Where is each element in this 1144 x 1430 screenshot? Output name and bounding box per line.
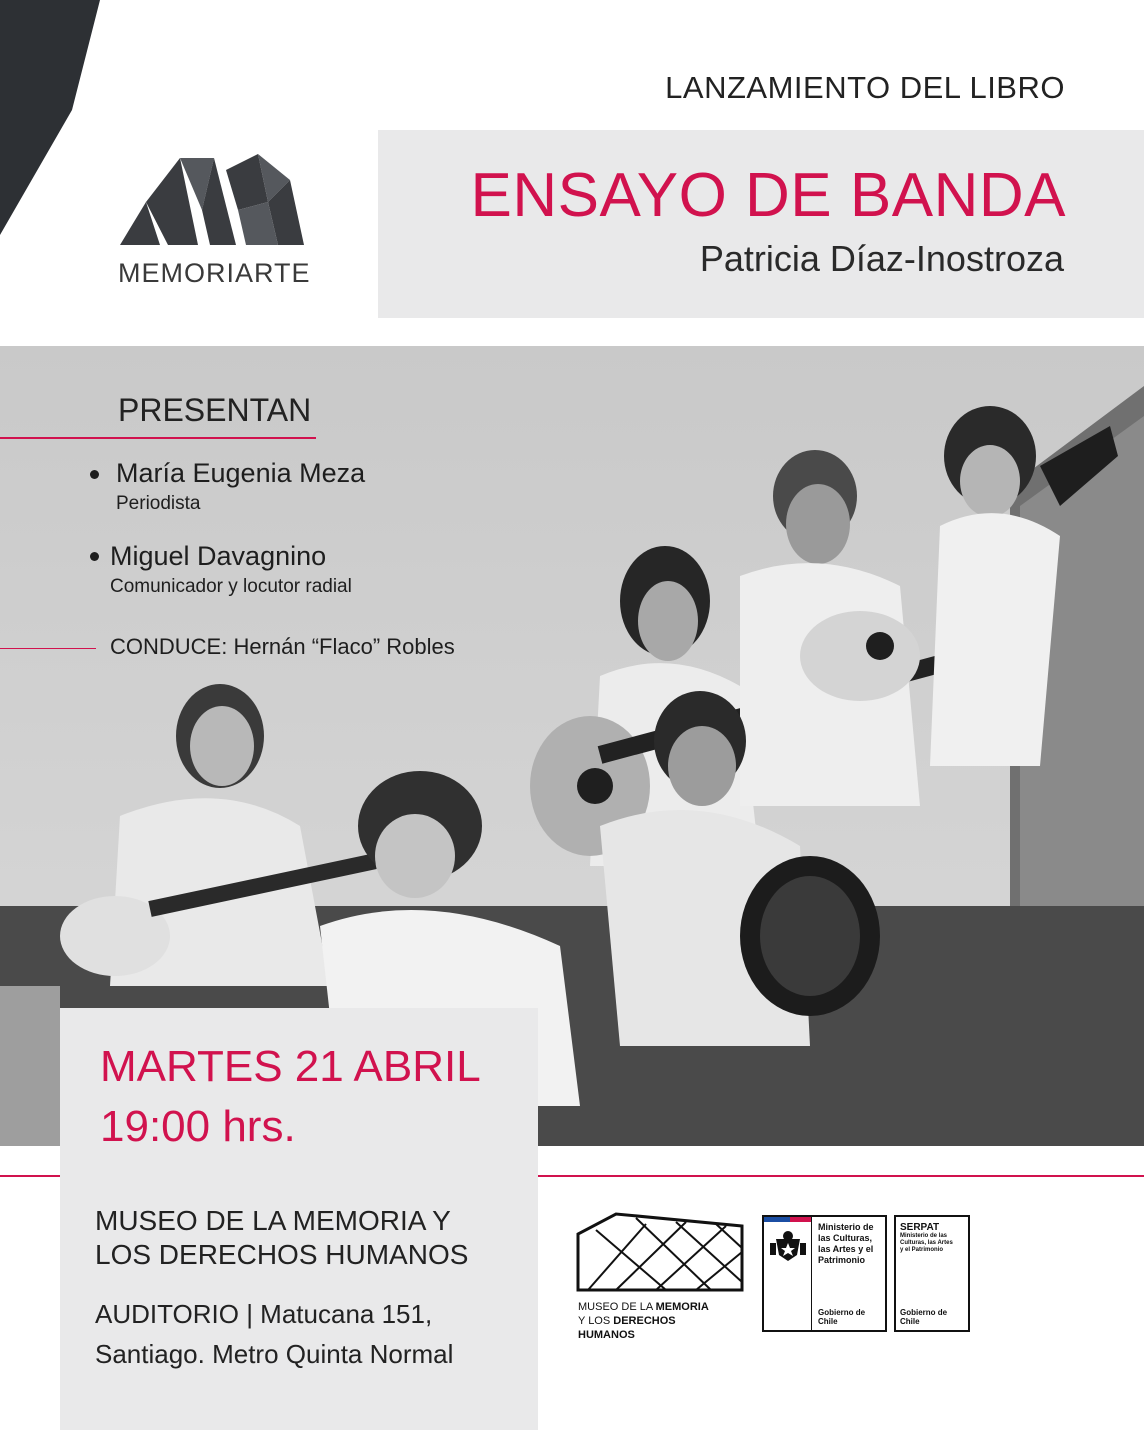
flag-red-bar <box>790 1217 811 1222</box>
presenter-item <box>110 541 352 598</box>
address-line: AUDITORIO | Matucana 151, <box>95 1299 433 1329</box>
museo-text: MUSEO DE LA <box>578 1301 656 1313</box>
memoriarte-wordmark: MEMORIARTE <box>118 258 311 288</box>
venue-line: LOS DERECHOS HUMANOS <box>95 1239 469 1270</box>
ministerio-line: Patrimonio <box>818 1255 866 1265</box>
museo-text-bold: MEMORIA <box>655 1301 709 1313</box>
serpat-title: SERPAT <box>900 1222 940 1233</box>
book-author: Patricia Díaz-Inostroza <box>699 238 1064 279</box>
presenters-heading: PRESENTAN <box>118 392 312 428</box>
ministerio-line: las Culturas, <box>818 1233 873 1243</box>
host-rule <box>0 648 96 649</box>
logo-divider <box>811 1217 812 1330</box>
venue-address <box>95 1294 453 1374</box>
chile-coat-of-arms-icon <box>770 1229 806 1263</box>
host-line: CONDUCE: Hernán “Flaco” Robles <box>110 634 455 659</box>
memoriarte-logo-icon <box>118 150 308 250</box>
ministerio-line: las Artes y el <box>818 1244 874 1254</box>
venue-name <box>95 1204 468 1272</box>
museo-memoria-logo-icon <box>576 1212 744 1292</box>
museo-memoria-wordmark <box>578 1300 709 1342</box>
presenter-item <box>116 458 365 515</box>
presenter-name: María Eugenia Meza <box>116 458 366 488</box>
book-title: ENSAYO DE BANDA <box>470 161 1066 230</box>
presenter-name: Miguel Davagnino <box>110 541 327 571</box>
presenters-rule <box>0 437 316 439</box>
address-line: Santiago. Metro Quinta Normal <box>95 1339 454 1369</box>
gobierno-footer: Gobierno de Chile <box>818 1308 866 1326</box>
museo-text-bold: HUMANOS <box>578 1329 635 1341</box>
book-launch-kicker: LANZAMIENTO DEL LIBRO <box>665 70 1065 105</box>
serpat-line: Culturas, las Artes <box>900 1240 953 1246</box>
ministerio-line: Ministerio de <box>818 1222 874 1232</box>
venue-line: MUSEO DE LA MEMORIA Y <box>95 1205 451 1236</box>
bullet-icon <box>90 552 99 561</box>
bullet-icon <box>90 470 99 479</box>
museo-text: Y LOS <box>578 1315 614 1327</box>
presenter-role: Comunicador y locutor radial <box>110 576 352 597</box>
serpat-line: y el Patrimonio <box>900 1247 944 1253</box>
presenter-role: Periodista <box>116 493 201 514</box>
flag-blue-bar <box>764 1217 790 1222</box>
memoriarte-logo <box>118 150 311 288</box>
serpat-name <box>900 1222 953 1254</box>
title-panel <box>378 130 1144 318</box>
ministerio-culturas-logo <box>762 1215 887 1332</box>
museo-text-bold: DERECHOS <box>613 1315 676 1327</box>
gobierno-footer: Gobierno de Chile <box>900 1308 948 1326</box>
ministerio-name <box>818 1222 874 1266</box>
event-date: MARTES 21 ABRIL <box>100 1042 481 1091</box>
event-time: 19:00 hrs. <box>100 1102 296 1151</box>
serpat-line: Ministerio de las <box>900 1233 948 1239</box>
serpat-logo <box>894 1215 970 1332</box>
